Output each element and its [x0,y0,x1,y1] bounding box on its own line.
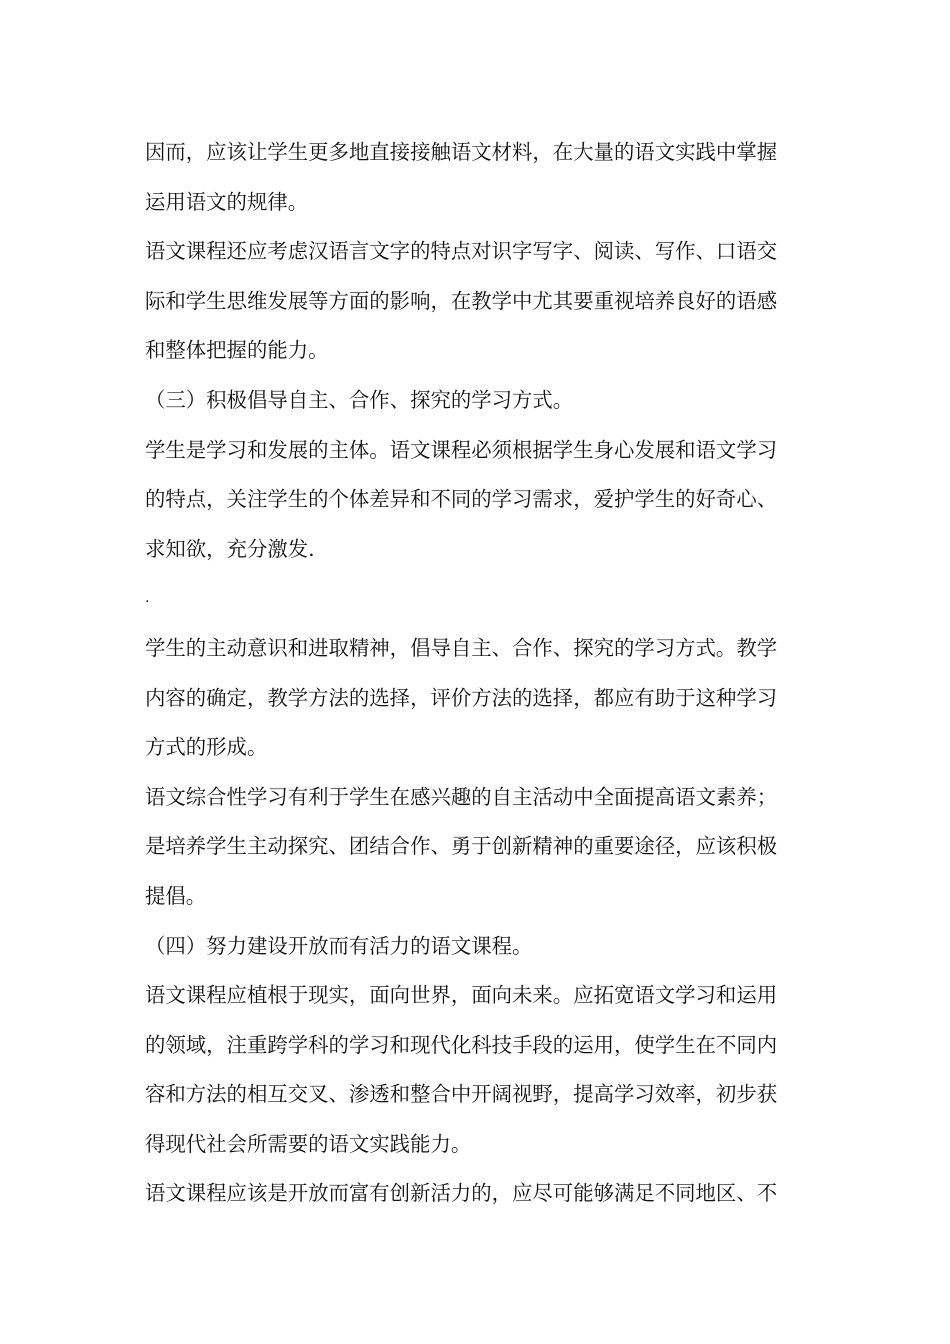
text-line: 学生是学习和发展的主体。语文课程必须根据学生身心发展和语文学习 [145,437,778,462]
text-line: 运用语文的规律。 [145,189,309,214]
stray-dot: . [145,590,150,607]
section-heading: （四）努力建设开放而有活力的语文课程。 [145,933,533,958]
text-line: 是培养学生主动探究、团结合作、勇于创新精神的重要途径，应该积极 [145,834,778,859]
text-line: 语文综合性学习有利于学生在感兴趣的自主活动中全面提高语文素养； [145,784,778,809]
text-line: 语文课程还应考虑汉语言文字的特点对识字写字、阅读、写作、口语交 [145,239,778,264]
text-line: 际和学生思维发展等方面的影响，在教学中尤其要重视培养良好的语感 [145,288,778,313]
text-line: 内容的确定，教学方法的选择，评价方法的选择，都应有助于这种学习 [145,685,778,710]
section-heading: （三）积极倡导自主、合作、探究的学习方式。 [145,387,574,412]
text-line: 方式的形成。 [145,735,268,760]
text-line: 提倡。 [145,883,207,908]
text-line: 学生的主动意识和进取精神，倡导自主、合作、探究的学习方式。教学 [145,635,778,660]
text-line: 容和方法的相互交叉、渗透和整合中开阔视野，提高学习效率，初步获 [145,1082,778,1107]
text-line: 和整体把握的能力。 [145,338,329,363]
text-line: 语文课程应植根于现实，面向世界，面向未来。应拓宽语文学习和运用 [145,983,778,1008]
document-body [145,128,790,1219]
text-line: 因而，应该让学生更多地直接接触语文材料，在大量的语文实践中掌握 [145,140,778,164]
text-line: 求知欲，充分激发. [145,536,315,561]
text-line: 的领域，注重跨学科的学习和现代化科技手段的运用，使学生在不同内 [145,1032,778,1057]
text-line: 的特点，关注学生的个体差异和不同的学习需求，爱护学生的好奇心、 [145,487,778,512]
text-line: 得现代社会所需要的语文实践能力。 [145,1131,472,1156]
text-line: 语文课程应该是开放而富有创新活力的，应尽可能够满足不同地区、不 [145,1181,778,1206]
